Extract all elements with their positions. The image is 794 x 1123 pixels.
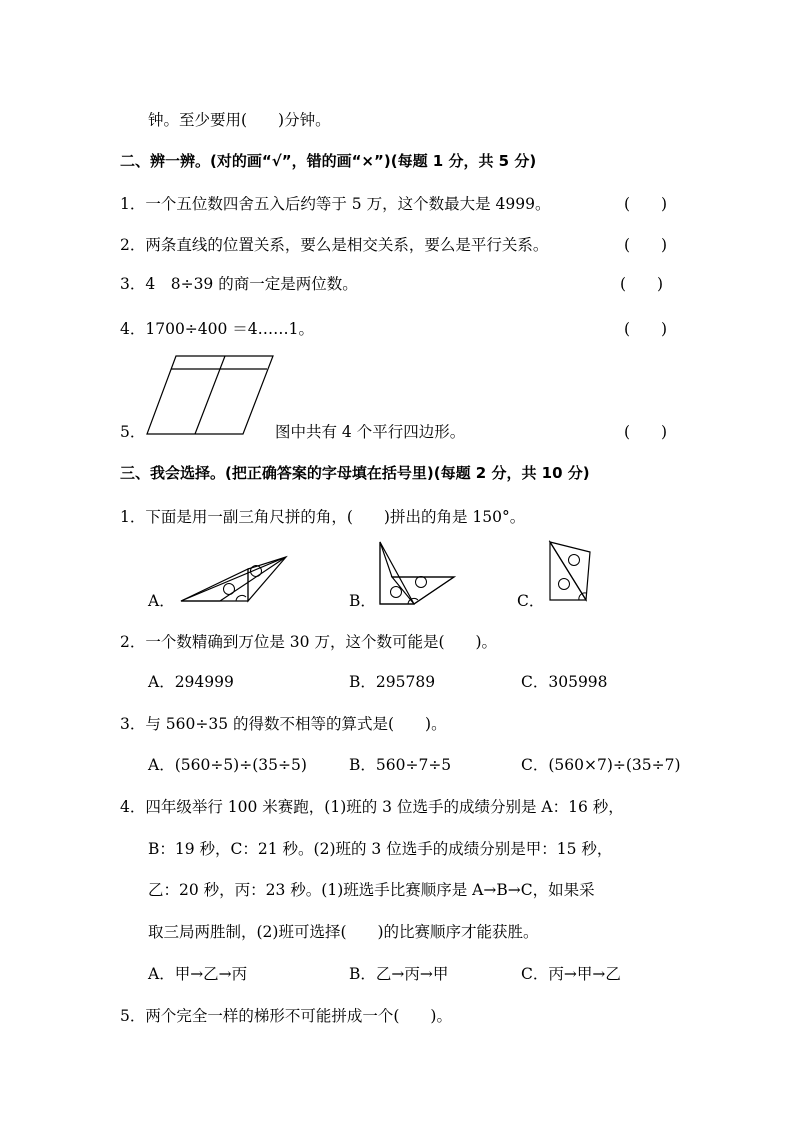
answer-paren-4[interactable]: ( ): [624, 320, 668, 338]
answer-paren-3[interactable]: ( ): [620, 275, 664, 293]
choice-question-4-line-3: 乙：20 秒，丙：23 秒。(1)班选手比赛顺序是 A→B→C，如果采: [148, 881, 595, 899]
q1-option-c-figure: [546, 540, 596, 606]
section-3-heading: 三、我会选择。(把正确答案的字母填在括号里)(每题 2 分，共 10 分): [120, 464, 590, 482]
q2-option-a: A．294999: [148, 673, 234, 691]
q4-option-a: A．甲→乙→丙: [148, 965, 248, 983]
answer-paren-1[interactable]: ( ): [624, 195, 668, 213]
q2-option-b: B．295789: [349, 673, 436, 691]
parallelogram-figure: [146, 355, 276, 437]
choice-question-2: 2．一个数精确到万位是 30 万，这个数可能是( )。: [120, 633, 498, 651]
q1-option-a-figure: [180, 555, 290, 605]
q3-option-b: B．560÷7÷5: [349, 756, 452, 774]
judge-item-4: 4．1700÷400 ＝4……1。: [120, 320, 315, 338]
judge-item-1: 1．一个五位数四舍五入后约等于 5 万，这个数最大是 4999。: [120, 195, 551, 213]
answer-paren-2[interactable]: ( ): [624, 236, 668, 254]
q1-option-c-label: C．: [517, 592, 545, 610]
section-2-heading: 二、辨一辨。(对的画“√”，错的画“×”)(每题 1 分，共 5 分): [120, 152, 537, 170]
judge-item-5-number: 5．: [120, 423, 146, 441]
q4-option-b: B．乙→丙→甲: [349, 965, 449, 983]
answer-paren-5[interactable]: ( ): [624, 423, 668, 441]
q3-option-c: C．(560×7)÷(35÷7): [521, 756, 681, 774]
continuation-text: 钟。至少要用( )分钟。: [148, 111, 331, 129]
choice-question-4-line-4: 取三局两胜制，(2)班可选择( )的比赛顺序才能获胜。: [148, 923, 539, 941]
q1-option-b-label: B．: [349, 592, 376, 610]
q2-option-c: C．305998: [521, 673, 608, 691]
judge-item-3: 3．4 8÷39 的商一定是两位数。: [120, 275, 358, 293]
choice-question-4-line-2: B：19 秒，C：21 秒。(2)班的 3 位选手的成绩分别是甲：15 秒，: [148, 840, 613, 858]
choice-question-5: 5．两个完全一样的梯形不可能拼成一个( )。: [120, 1007, 452, 1025]
q3-option-a: A．(560÷5)÷(35÷5): [148, 756, 307, 774]
choice-question-3: 3．与 560÷35 的得数不相等的算式是( )。: [120, 715, 447, 733]
choice-question-1: 1．下面是用一副三角尺拼的角，( )拼出的角是 150°。: [120, 508, 526, 526]
q1-option-b-figure: [378, 540, 458, 606]
judge-item-5: 图中共有 4 个平行四边形。: [275, 423, 466, 441]
choice-question-4-line-1: 4．四年级举行 100 米赛跑，(1)班的 3 位选手的成绩分别是 A：16 秒，: [120, 798, 624, 816]
judge-item-2: 2．两条直线的位置关系，要么是相交关系，要么是平行关系。: [120, 236, 549, 254]
q4-option-c: C．丙→甲→乙: [521, 965, 621, 983]
q1-option-a-label: A．: [148, 592, 175, 610]
